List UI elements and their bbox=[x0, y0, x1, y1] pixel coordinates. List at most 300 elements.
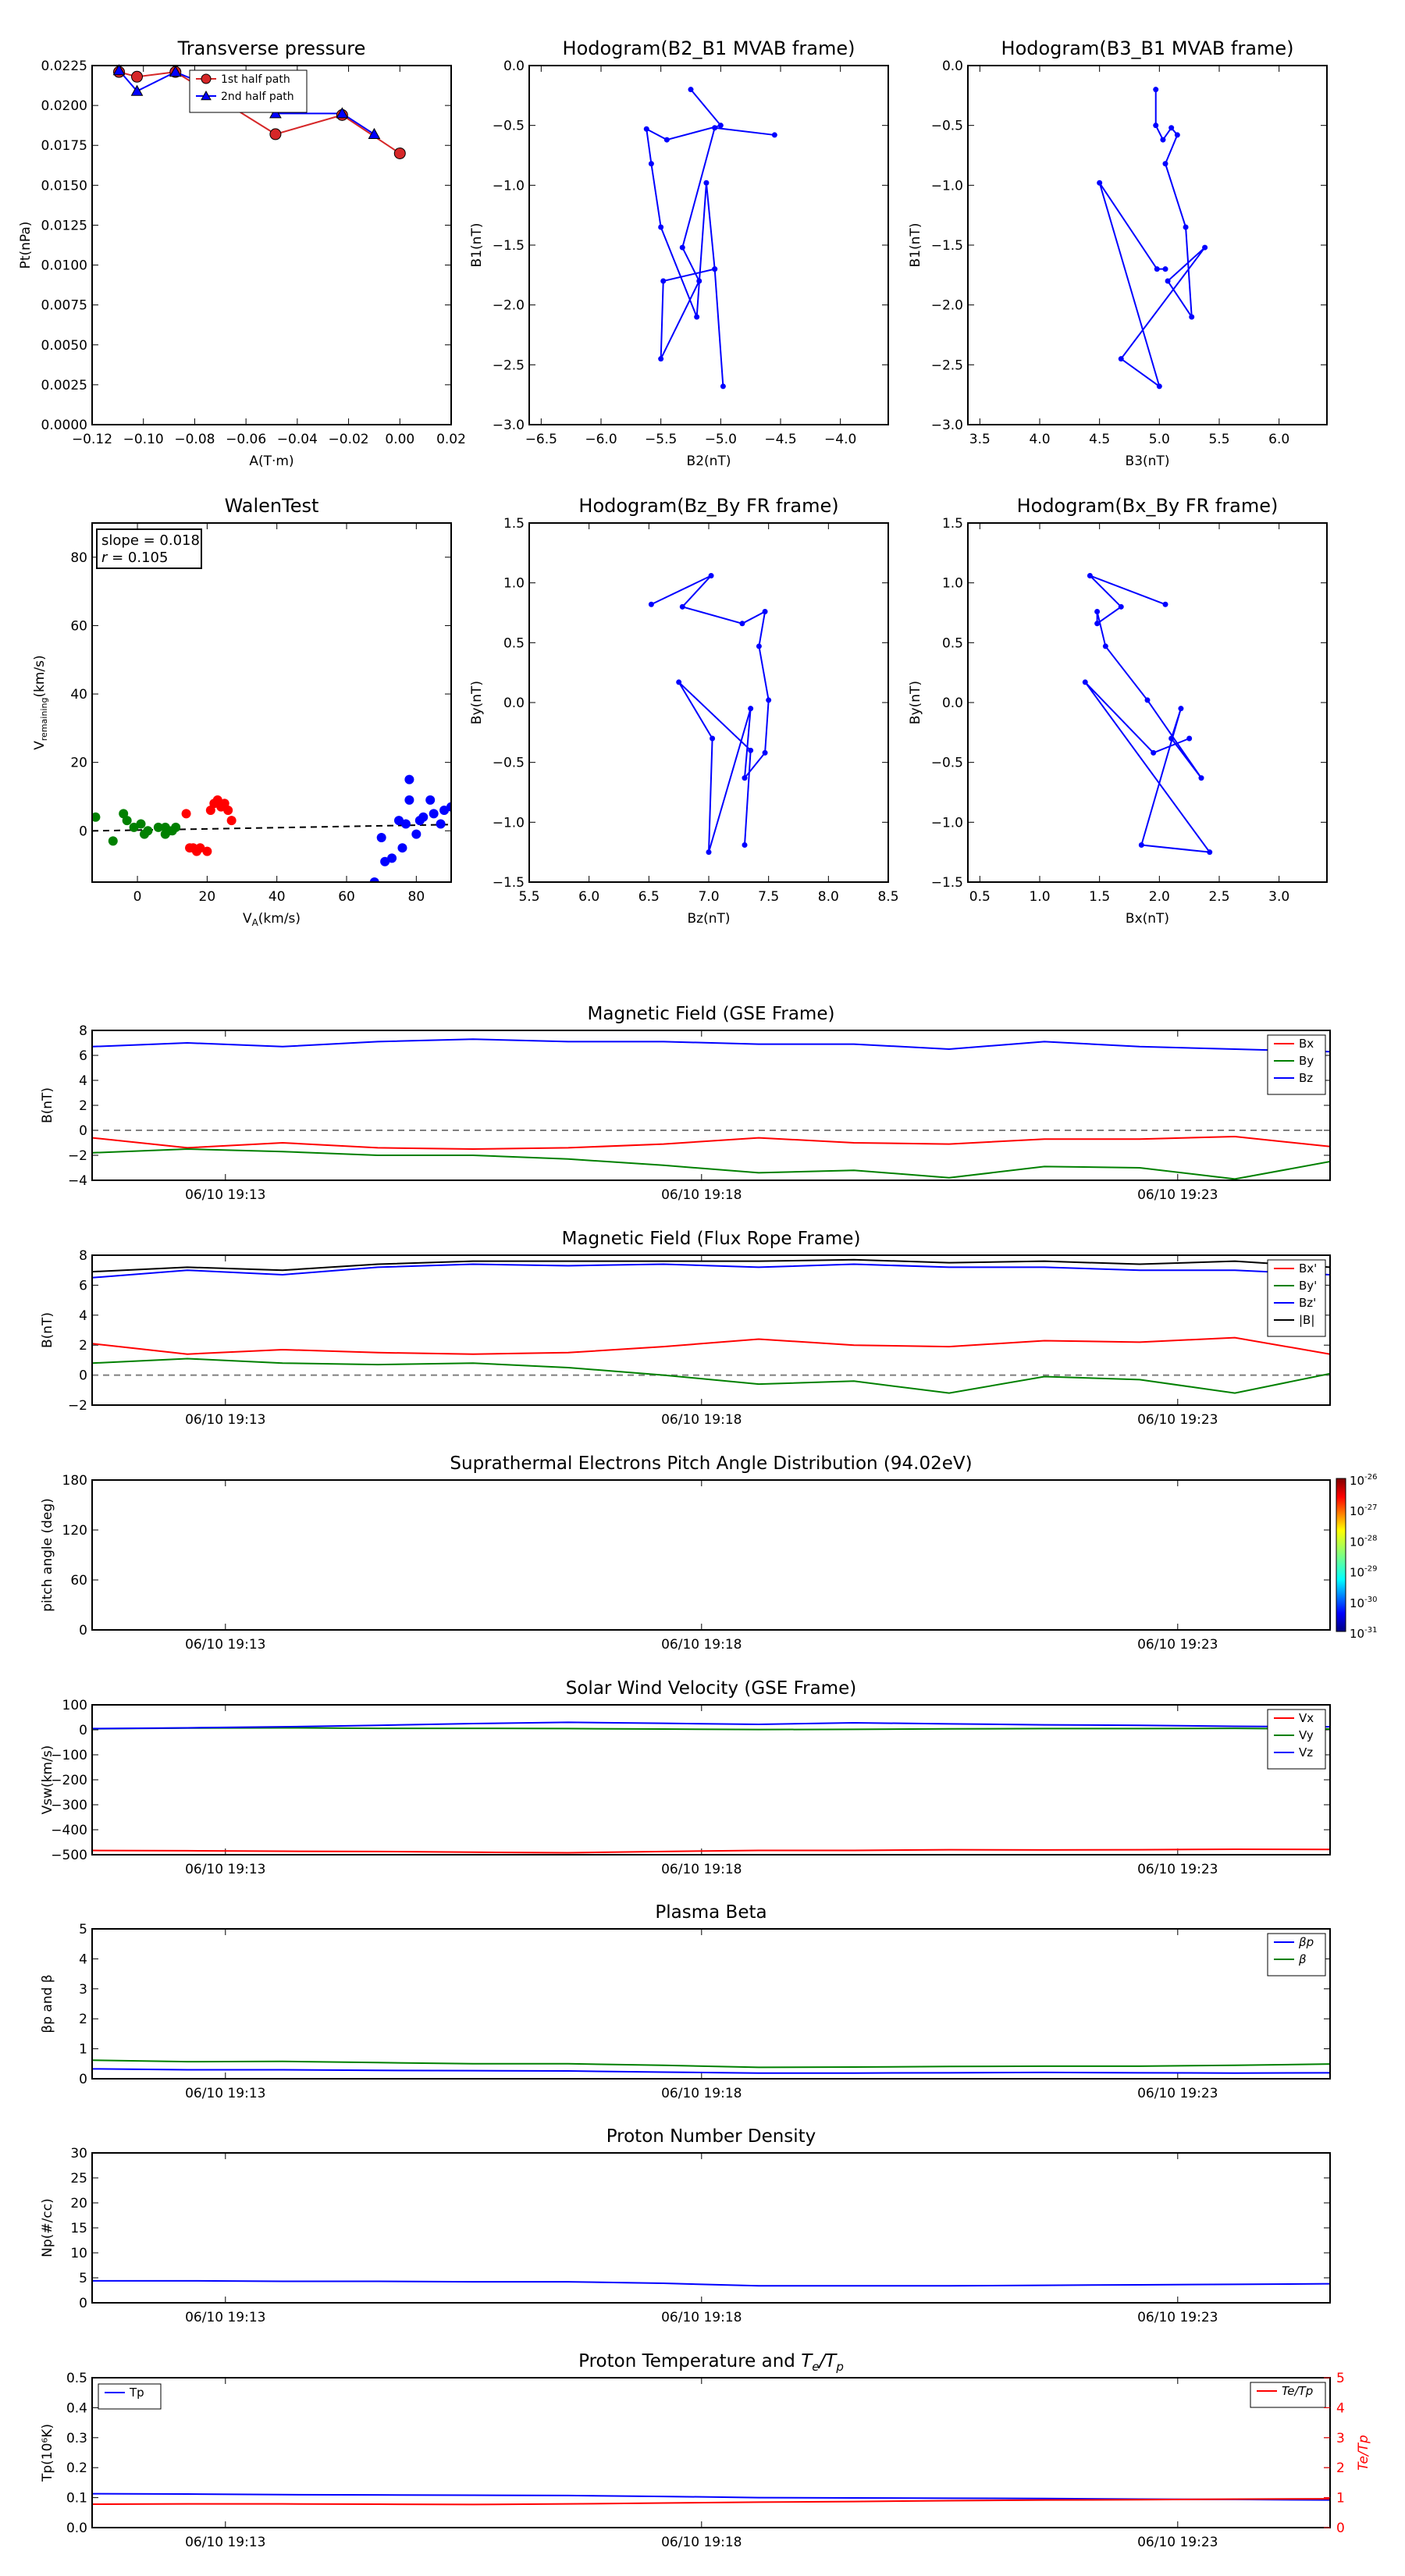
x-tick-label: 60 bbox=[338, 889, 355, 905]
x-tick-label: −0.08 bbox=[174, 432, 215, 447]
data-point bbox=[649, 602, 654, 607]
plot-frame bbox=[92, 1929, 1330, 2079]
y-tick-label: −1.0 bbox=[930, 815, 963, 831]
y2-tick-label: 3 bbox=[1336, 2430, 1345, 2446]
data-point bbox=[1103, 643, 1108, 649]
x-axis-label: B3(nT) bbox=[1125, 454, 1170, 469]
y-tick-label: 0.5 bbox=[66, 2371, 87, 2386]
data-point bbox=[1151, 750, 1156, 756]
y-tick-label: 0.0 bbox=[66, 2521, 87, 2536]
chart-title: Transverse pressure bbox=[177, 37, 366, 59]
chart-title: Hodogram(B3_B1 MVAB frame) bbox=[1001, 37, 1294, 59]
x-tick-label: 06/10 19:13 bbox=[185, 1637, 266, 1653]
plot-area bbox=[92, 2281, 1330, 2286]
legend-label: Bz' bbox=[1299, 1296, 1317, 1310]
x-tick-label: 06/10 19:13 bbox=[185, 2086, 266, 2101]
series-line bbox=[92, 1137, 1330, 1149]
y-tick-label: 15 bbox=[70, 2221, 87, 2236]
y2-tick-label: 1 bbox=[1336, 2490, 1345, 2507]
y-tick-label: 0.0175 bbox=[41, 138, 87, 155]
x-tick-label: 06/10 19:13 bbox=[185, 1187, 266, 1203]
y-tick-label: −2.0 bbox=[930, 297, 963, 314]
scatter-point bbox=[123, 816, 132, 825]
plot-frame bbox=[92, 1030, 1330, 1180]
y-tick-label: −1.5 bbox=[492, 875, 525, 891]
series-line bbox=[646, 90, 774, 386]
colorbar-tick-label: $10^{-28}$ bbox=[1350, 1534, 1378, 1550]
data-point bbox=[688, 87, 694, 92]
y-tick-label: −0.5 bbox=[930, 755, 963, 771]
data-point bbox=[1087, 573, 1093, 578]
scatter-point bbox=[137, 820, 146, 829]
y2-axis-label: Te/Tp bbox=[1356, 2435, 1371, 2471]
chart-h3 bbox=[469, 495, 899, 927]
plot-area bbox=[649, 573, 771, 855]
x-tick-label: 06/10 19:13 bbox=[185, 1412, 266, 1428]
legend bbox=[190, 70, 307, 112]
x-tick-label: 0 bbox=[133, 889, 142, 905]
scatter-point bbox=[397, 843, 407, 852]
scatter-point bbox=[227, 816, 237, 825]
legend bbox=[1268, 1934, 1325, 1976]
y-axis-label: $V_{remaining}(km/s)$ bbox=[32, 655, 49, 750]
y-axis-label: Vsw(km/s) bbox=[40, 1745, 55, 1815]
y-tick-label: 8 bbox=[79, 1023, 87, 1039]
data-point bbox=[680, 604, 685, 610]
y-tick-label: 0.3 bbox=[66, 2430, 87, 2446]
x-tick-label: 3.0 bbox=[1268, 889, 1290, 905]
legend bbox=[1268, 1035, 1325, 1094]
y-tick-label: 0.0025 bbox=[41, 377, 87, 393]
y-tick-label: 4 bbox=[79, 1308, 87, 1324]
x-tick-label: 4.5 bbox=[1089, 432, 1111, 447]
x-tick-label: 06/10 19:18 bbox=[661, 1412, 742, 1428]
x-tick-label: 7.5 bbox=[758, 889, 780, 905]
y-tick-label: −3.0 bbox=[930, 418, 963, 433]
chart-title: Proton Number Density bbox=[606, 2126, 816, 2147]
y-tick-label: 80 bbox=[70, 550, 87, 566]
y-tick-label: 40 bbox=[70, 687, 87, 703]
x-tick-label: 20 bbox=[198, 889, 216, 905]
y-tick-label: 1.5 bbox=[941, 516, 963, 532]
y-axis-label: pitch angle (deg) bbox=[40, 1498, 55, 1612]
x-axis-label: $V_A(km/s)$ bbox=[242, 911, 301, 928]
x-tick-label: 4.0 bbox=[1029, 432, 1051, 447]
y-tick-label: 1 bbox=[79, 2041, 87, 2058]
plot-frame bbox=[92, 1255, 1330, 1405]
x-tick-label: 06/10 19:18 bbox=[661, 1637, 742, 1653]
data-point bbox=[763, 609, 768, 614]
chart-title: Proton Temperature and $T_e/T_p$ bbox=[578, 2351, 844, 2374]
chart-walen bbox=[32, 495, 456, 928]
data-point bbox=[1163, 161, 1168, 166]
y-tick-label: 3 bbox=[79, 1981, 87, 1998]
x-tick-label: 06/10 19:18 bbox=[661, 1187, 742, 1203]
chart-pad bbox=[40, 1453, 1377, 1653]
y-tick-label: 0.0050 bbox=[41, 337, 87, 354]
x-tick-label: 06/10 19:18 bbox=[661, 1862, 742, 1877]
y2-tick-label: 4 bbox=[1336, 2400, 1345, 2417]
y-tick-label: 0.2 bbox=[66, 2460, 87, 2477]
scatter-point bbox=[387, 853, 397, 863]
x-tick-label: −0.04 bbox=[276, 432, 318, 447]
y-tick-label: 0 bbox=[79, 1123, 87, 1139]
y-tick-label: 0.0 bbox=[941, 696, 963, 711]
y-tick-label: 6 bbox=[79, 1048, 87, 1064]
scatter-point bbox=[401, 820, 411, 829]
y-tick-label: 0.5 bbox=[941, 635, 963, 652]
chart-tp_ratio bbox=[40, 2351, 1371, 2550]
data-point bbox=[712, 125, 717, 130]
y-tick-label: −1.5 bbox=[930, 238, 963, 254]
x-axis-label: A(T·m) bbox=[249, 454, 294, 469]
legend-marker bbox=[201, 74, 211, 84]
annotation-text: slope = 0.018 bbox=[101, 532, 200, 549]
y-tick-label: 0 bbox=[79, 1623, 87, 1638]
scatter-point bbox=[223, 806, 233, 815]
chart-np bbox=[40, 2126, 1330, 2325]
data-point bbox=[1202, 245, 1208, 251]
y-tick-label: 0 bbox=[79, 1723, 87, 1738]
data-point bbox=[1094, 609, 1100, 614]
series-line bbox=[1085, 575, 1209, 852]
chart-title: Magnetic Field (Flux Rope Frame) bbox=[561, 1229, 861, 1249]
data-point bbox=[710, 736, 715, 742]
data-point bbox=[748, 706, 753, 711]
y-tick-label: −1.5 bbox=[492, 238, 525, 254]
data-point bbox=[1199, 775, 1204, 781]
chart-mf_gse bbox=[40, 1004, 1330, 1203]
data-point bbox=[1175, 132, 1180, 137]
scatter-point bbox=[436, 820, 446, 829]
legend-label: Bx' bbox=[1299, 1261, 1318, 1276]
y-tick-label: 0 bbox=[79, 2296, 87, 2311]
x-tick-label: −0.12 bbox=[71, 432, 113, 447]
scatter-point bbox=[143, 826, 152, 835]
legend-label: Vx bbox=[1299, 1711, 1314, 1725]
y-tick-label: 0 bbox=[79, 2072, 87, 2087]
y-tick-label: 1.5 bbox=[503, 516, 525, 532]
legend-label: 1st half path bbox=[221, 73, 290, 86]
y-tick-label: 4 bbox=[79, 1952, 87, 1968]
y-tick-label: −0.5 bbox=[492, 755, 525, 771]
chart-title: WalenTest bbox=[224, 495, 319, 517]
x-tick-label: 5.5 bbox=[518, 889, 540, 905]
y-tick-label: −2 bbox=[67, 1148, 87, 1164]
x-tick-label: 06/10 19:23 bbox=[1137, 2310, 1218, 2325]
legend bbox=[1250, 2382, 1325, 2407]
x-tick-label: 40 bbox=[268, 889, 286, 905]
data-point bbox=[742, 842, 748, 848]
y-tick-label: 0.1 bbox=[66, 2490, 87, 2507]
plot-area bbox=[644, 87, 777, 389]
data-point bbox=[694, 315, 699, 320]
data-point bbox=[706, 849, 712, 855]
y-tick-label: 4 bbox=[79, 1073, 87, 1089]
x-tick-label: 3.5 bbox=[969, 432, 991, 447]
annotation-text: r = 0.105 bbox=[101, 550, 169, 566]
x-tick-label: −0.06 bbox=[226, 432, 267, 447]
y-tick-label: −0.5 bbox=[492, 118, 525, 134]
data-point bbox=[1160, 137, 1165, 143]
series-line bbox=[92, 2060, 1330, 2067]
x-tick-label: −5.0 bbox=[704, 432, 737, 447]
x-tick-label: 80 bbox=[407, 889, 425, 905]
legend-label: By' bbox=[1299, 1279, 1318, 1293]
y-tick-label: 30 bbox=[70, 2146, 87, 2161]
data-point bbox=[1163, 602, 1168, 607]
series-line bbox=[92, 2281, 1330, 2286]
plot-frame bbox=[92, 2378, 1330, 2528]
x-tick-label: −5.5 bbox=[645, 432, 678, 447]
y-axis-label: Np(#/cc) bbox=[40, 2198, 55, 2258]
x-tick-label: 06/10 19:18 bbox=[661, 2086, 742, 2101]
y-tick-label: −3.0 bbox=[492, 418, 525, 433]
scatter-point bbox=[411, 830, 421, 839]
legend-label: Bx bbox=[1299, 1037, 1314, 1051]
data-point bbox=[1163, 266, 1168, 272]
x-tick-label: −4.5 bbox=[764, 432, 797, 447]
data-point bbox=[766, 697, 771, 703]
y-tick-label: 6 bbox=[79, 1278, 87, 1294]
data-point bbox=[1178, 706, 1183, 711]
x-tick-label: 0.5 bbox=[969, 889, 991, 905]
x-tick-label: 06/10 19:18 bbox=[661, 2535, 742, 2550]
chart-beta bbox=[40, 1902, 1330, 2101]
series-line bbox=[92, 1265, 1330, 1278]
y-tick-label: 0.0100 bbox=[41, 258, 87, 274]
y-tick-label: −2.0 bbox=[492, 297, 525, 314]
chart-title: Hodogram(B2_B1 MVAB frame) bbox=[562, 37, 855, 59]
y-tick-label: −2.5 bbox=[930, 358, 963, 374]
y-tick-label: 0.0225 bbox=[41, 59, 87, 74]
data-point bbox=[718, 123, 724, 128]
scatter-point bbox=[429, 809, 439, 818]
y-tick-label: −1.0 bbox=[492, 815, 525, 831]
chart-title: Plasma Beta bbox=[655, 1902, 767, 1923]
x-tick-label: −4.0 bbox=[824, 432, 857, 447]
x-tick-label: 0.02 bbox=[436, 432, 466, 447]
x-tick-label: 5.5 bbox=[1208, 432, 1230, 447]
y-tick-label: 120 bbox=[62, 1523, 87, 1539]
y-axis-label: B1(nT) bbox=[469, 222, 485, 268]
scatter-point bbox=[425, 795, 435, 805]
plot-frame bbox=[92, 1480, 1330, 1630]
data-point bbox=[709, 573, 714, 578]
y-axis-label: By(nT) bbox=[469, 680, 485, 725]
data-point bbox=[1207, 849, 1212, 855]
data-point bbox=[720, 383, 726, 389]
legend-label: 2nd half path bbox=[221, 91, 294, 103]
data-point bbox=[748, 748, 753, 753]
legend-box bbox=[1268, 1934, 1325, 1976]
plot-area bbox=[92, 1260, 1330, 1393]
x-tick-label: 6.0 bbox=[1268, 432, 1290, 447]
data-point bbox=[660, 279, 666, 284]
plot-area bbox=[1097, 87, 1208, 389]
series-line bbox=[1100, 90, 1205, 386]
data-point bbox=[1153, 87, 1158, 92]
y-tick-label: 20 bbox=[70, 2196, 87, 2211]
y-axis-label: βp and β bbox=[40, 1974, 55, 2033]
data-point bbox=[756, 643, 762, 649]
colorbar-tick-label: $10^{-30}$ bbox=[1350, 1595, 1378, 1610]
y-tick-label: −100 bbox=[51, 1748, 87, 1763]
series-line bbox=[92, 1149, 1330, 1179]
y-tick-label: 5 bbox=[79, 1922, 87, 1937]
chart-h4 bbox=[908, 495, 1327, 927]
y-tick-label: 180 bbox=[62, 1473, 87, 1489]
chart-mf_fr bbox=[40, 1229, 1330, 1428]
series-line bbox=[92, 2499, 1330, 2504]
legend bbox=[1268, 1710, 1325, 1769]
y-tick-label: −1.0 bbox=[930, 178, 963, 194]
y-axis-label: Tp(10⁶K) bbox=[40, 2423, 55, 2482]
y-tick-label: 0 bbox=[79, 824, 87, 840]
y-tick-label: −200 bbox=[51, 1773, 87, 1788]
data-point bbox=[664, 137, 670, 143]
x-tick-label: 5.0 bbox=[1148, 432, 1170, 447]
scatter-point bbox=[182, 809, 191, 818]
x-tick-label: 06/10 19:13 bbox=[185, 1862, 266, 1877]
y-axis-label: By(nT) bbox=[908, 680, 923, 725]
x-tick-label: 06/10 19:18 bbox=[661, 2310, 742, 2325]
y-tick-label: −500 bbox=[51, 1848, 87, 1863]
data-point bbox=[712, 266, 717, 272]
y-tick-label: 20 bbox=[70, 755, 87, 771]
chart-vsw bbox=[40, 1678, 1330, 1877]
y-tick-label: −400 bbox=[51, 1823, 87, 1838]
legend-label: Vz bbox=[1299, 1745, 1314, 1759]
data-point bbox=[1168, 125, 1174, 130]
series-line bbox=[92, 1849, 1330, 1852]
chart-title: Hodogram(Bz_By FR frame) bbox=[578, 495, 839, 517]
colorbar-tick-label: $10^{-29}$ bbox=[1350, 1564, 1378, 1580]
plot-frame bbox=[92, 2153, 1330, 2303]
data-point bbox=[1083, 679, 1088, 685]
y2-tick-label: 5 bbox=[1336, 2371, 1345, 2386]
chart-h2 bbox=[908, 37, 1327, 469]
y-tick-label: 60 bbox=[70, 618, 87, 635]
y-tick-label: 0.0150 bbox=[41, 178, 87, 194]
chart-title: Suprathermal Electrons Pitch Angle Distribution (94.02eV) bbox=[450, 1453, 973, 1474]
data-point bbox=[742, 775, 748, 781]
plot-area bbox=[92, 2494, 1330, 2505]
legend bbox=[98, 2384, 161, 2409]
data-point bbox=[1119, 604, 1124, 610]
y-tick-label: 25 bbox=[70, 2171, 87, 2186]
legend bbox=[1268, 1260, 1325, 1336]
data-point bbox=[1165, 279, 1171, 284]
y-tick-label: 0.0 bbox=[503, 59, 525, 74]
data-point bbox=[132, 71, 143, 82]
y-tick-label: −2 bbox=[67, 1398, 87, 1414]
x-tick-label: 06/10 19:23 bbox=[1137, 2535, 1218, 2550]
data-point bbox=[680, 245, 685, 251]
y-axis-label: B(nT) bbox=[40, 1087, 55, 1124]
series-line bbox=[92, 1338, 1330, 1354]
x-tick-label: −0.10 bbox=[123, 432, 164, 447]
chart-h1 bbox=[469, 37, 888, 469]
chart-title: Magnetic Field (GSE Frame) bbox=[587, 1004, 835, 1024]
y-tick-label: −1.5 bbox=[930, 875, 963, 891]
data-point bbox=[1153, 123, 1158, 128]
x-tick-label: 06/10 19:23 bbox=[1137, 1637, 1218, 1653]
plot-frame bbox=[968, 66, 1327, 425]
data-point bbox=[1157, 383, 1162, 389]
data-point bbox=[658, 356, 663, 361]
y-tick-label: 2 bbox=[79, 1338, 87, 1354]
data-point bbox=[703, 180, 709, 186]
plot-area bbox=[92, 2060, 1330, 2073]
series-line bbox=[92, 1039, 1330, 1051]
legend-label: Bz bbox=[1299, 1071, 1314, 1085]
y-tick-label: 0.0200 bbox=[41, 98, 87, 115]
x-tick-label: 06/10 19:23 bbox=[1137, 1412, 1218, 1428]
y-tick-label: 0.0075 bbox=[41, 297, 87, 314]
data-point bbox=[644, 126, 649, 132]
y-tick-label: 0.0 bbox=[503, 696, 525, 711]
x-tick-label: −6.0 bbox=[585, 432, 617, 447]
x-tick-label: 8.5 bbox=[877, 889, 899, 905]
y-axis-label: Pt(nPa) bbox=[18, 221, 34, 269]
series-line bbox=[92, 1727, 1330, 1729]
data-point bbox=[394, 148, 405, 158]
legend-label: |B| bbox=[1299, 1313, 1315, 1327]
colorbar-tick-label: $10^{-31}$ bbox=[1350, 1626, 1378, 1641]
colorbar-tick-label: $10^{-27}$ bbox=[1350, 1503, 1378, 1519]
scatter-point bbox=[404, 775, 414, 785]
data-point bbox=[696, 279, 702, 284]
scatter-point bbox=[171, 823, 180, 832]
y-tick-label: 1.0 bbox=[503, 575, 525, 592]
data-point bbox=[649, 161, 654, 166]
y2-tick-label: 0 bbox=[1336, 2521, 1345, 2536]
y-tick-label: 0.5 bbox=[503, 635, 525, 652]
y-tick-label: −0.5 bbox=[930, 118, 963, 134]
y-tick-label: −1.0 bbox=[492, 178, 525, 194]
data-point bbox=[1094, 621, 1100, 626]
legend-label: Tp bbox=[130, 2386, 144, 2400]
series-line bbox=[92, 1722, 1330, 1728]
x-tick-label: 1.5 bbox=[1089, 889, 1111, 905]
y-tick-label: 2 bbox=[79, 1098, 87, 1114]
scatter-point bbox=[377, 833, 386, 842]
data-point bbox=[1139, 842, 1144, 848]
series-line bbox=[651, 575, 768, 852]
x-axis-label: B2(nT) bbox=[686, 454, 731, 469]
colorbar-tick-label: $10^{-26}$ bbox=[1350, 1473, 1378, 1488]
y-axis-label: B1(nT) bbox=[908, 222, 923, 268]
y-tick-label: 5 bbox=[79, 2271, 87, 2286]
x-tick-label: 06/10 19:13 bbox=[185, 2310, 266, 2325]
plot-area bbox=[92, 1722, 1330, 1852]
plot-frame bbox=[529, 66, 888, 425]
scatter-point bbox=[202, 847, 212, 856]
data-point bbox=[1119, 356, 1124, 361]
y-tick-label: 0 bbox=[79, 1368, 87, 1384]
data-point bbox=[676, 679, 681, 685]
x-tick-label: 06/10 19:13 bbox=[185, 2535, 266, 2550]
y-tick-label: 0.4 bbox=[66, 2400, 87, 2417]
x-tick-label: 06/10 19:23 bbox=[1137, 1187, 1218, 1203]
data-point bbox=[1189, 315, 1194, 320]
data-point bbox=[1186, 736, 1192, 742]
x-tick-label: 7.0 bbox=[698, 889, 720, 905]
y-axis-label: B(nT) bbox=[40, 1311, 55, 1349]
data-point bbox=[772, 132, 777, 137]
data-point bbox=[1154, 266, 1160, 272]
